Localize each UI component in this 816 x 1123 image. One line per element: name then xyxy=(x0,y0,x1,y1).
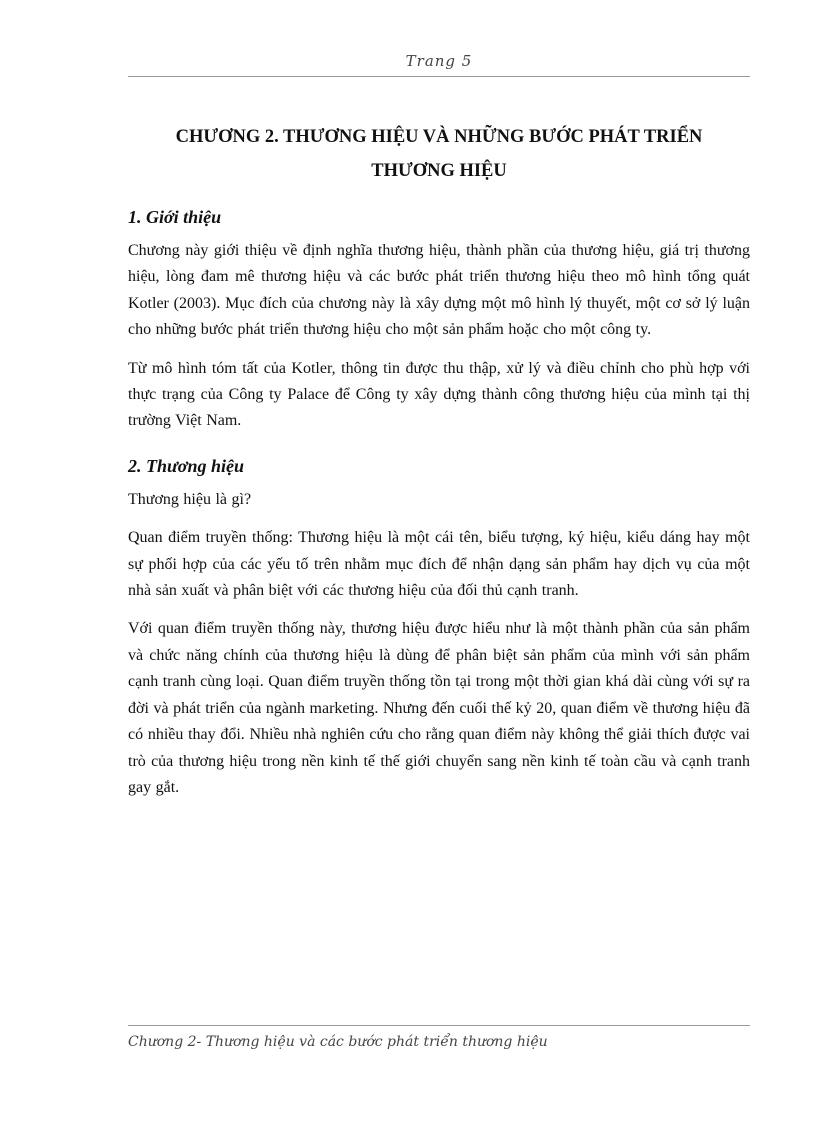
paragraph: Từ mô hình tóm tất của Kotler, thông tin được thu thập, xử lý và điều chỉnh cho phù hợp với thực trạng của Công ty Palace để Công ty xây dựng thành công thương hiệu của mình tại thị trường Việt Nam. xyxy=(128,359,750,430)
paragraph: Chương này giới thiệu về định nghĩa thương hiệu, thành phần của thương hiệu, giá trị thương hiệu, lòng đam mê thương hiệu và các bước phát triển thương hiệu theo mô hình tổng quát Kotler (2003). Mục đích của chương này là xây dựng một mô hình lý thuyết, một cơ sở lý luận cho những bước phát triển thương hiệu cho một sản phẩm hoặc cho một công ty. xyxy=(128,242,750,339)
chapter-footer: Chương 2- Thương hiệu và các bước phát triển thương hiệu xyxy=(128,1034,548,1050)
paragraph: Với quan điểm truyền thống này, thương hiệu được hiểu như là một thành phần của sản phẩm và chức năng chính của thương hiệu là dùng để phân biệt sản phẩm của mình với sản phẩm cạnh tranh cùng loại. Quan điểm truyền thống tồn tại trong một thời gian khá dài cùng với sự ra đời và phát triển của ngành marketing. Nhưng đến cuối thế kỷ 20, quan điểm về thương hiệu đã có nhiều thay đổi. Nhiều nhà nghiên cứu cho rằng quan điểm này không thể giải thích được vai trò của thương hiệu trong nền kinh tế thế giới chuyển sang nền kinh tế toàn cầu và cạnh tranh gay gắt. xyxy=(128,620,750,796)
footer-divider xyxy=(128,1025,750,1026)
paragraph: Quan điểm truyền thống: Thương hiệu là một cái tên, biểu tượng, ký hiệu, kiểu dáng hay một sự phối hợp của các yếu tố trên nhằm mục đích để nhận dạng sản phẩm hay dịch vụ của một nhà sản xuất và phân biệt với các thương hiệu của đối thủ cạnh tranh. xyxy=(128,529,750,600)
header-divider xyxy=(128,76,750,77)
section-heading-brand: 2. Thương hiệu xyxy=(128,455,244,476)
section-heading-introduction: 1. Giới thiệu xyxy=(128,207,222,227)
page-content xyxy=(128,120,750,813)
chapter-title-line-1: CHƯƠNG 2. THƯƠNG HIỆU VÀ NHỮNG BƯỚC PHÁT TRIỂN xyxy=(175,127,703,147)
chapter-title-line-2: THƯƠNG HIỆU xyxy=(371,161,507,181)
paragraph-question: Thương hiệu là gì? xyxy=(128,490,252,508)
page-number-header: Trang 5 xyxy=(405,52,473,70)
chapter-title xyxy=(128,120,750,188)
